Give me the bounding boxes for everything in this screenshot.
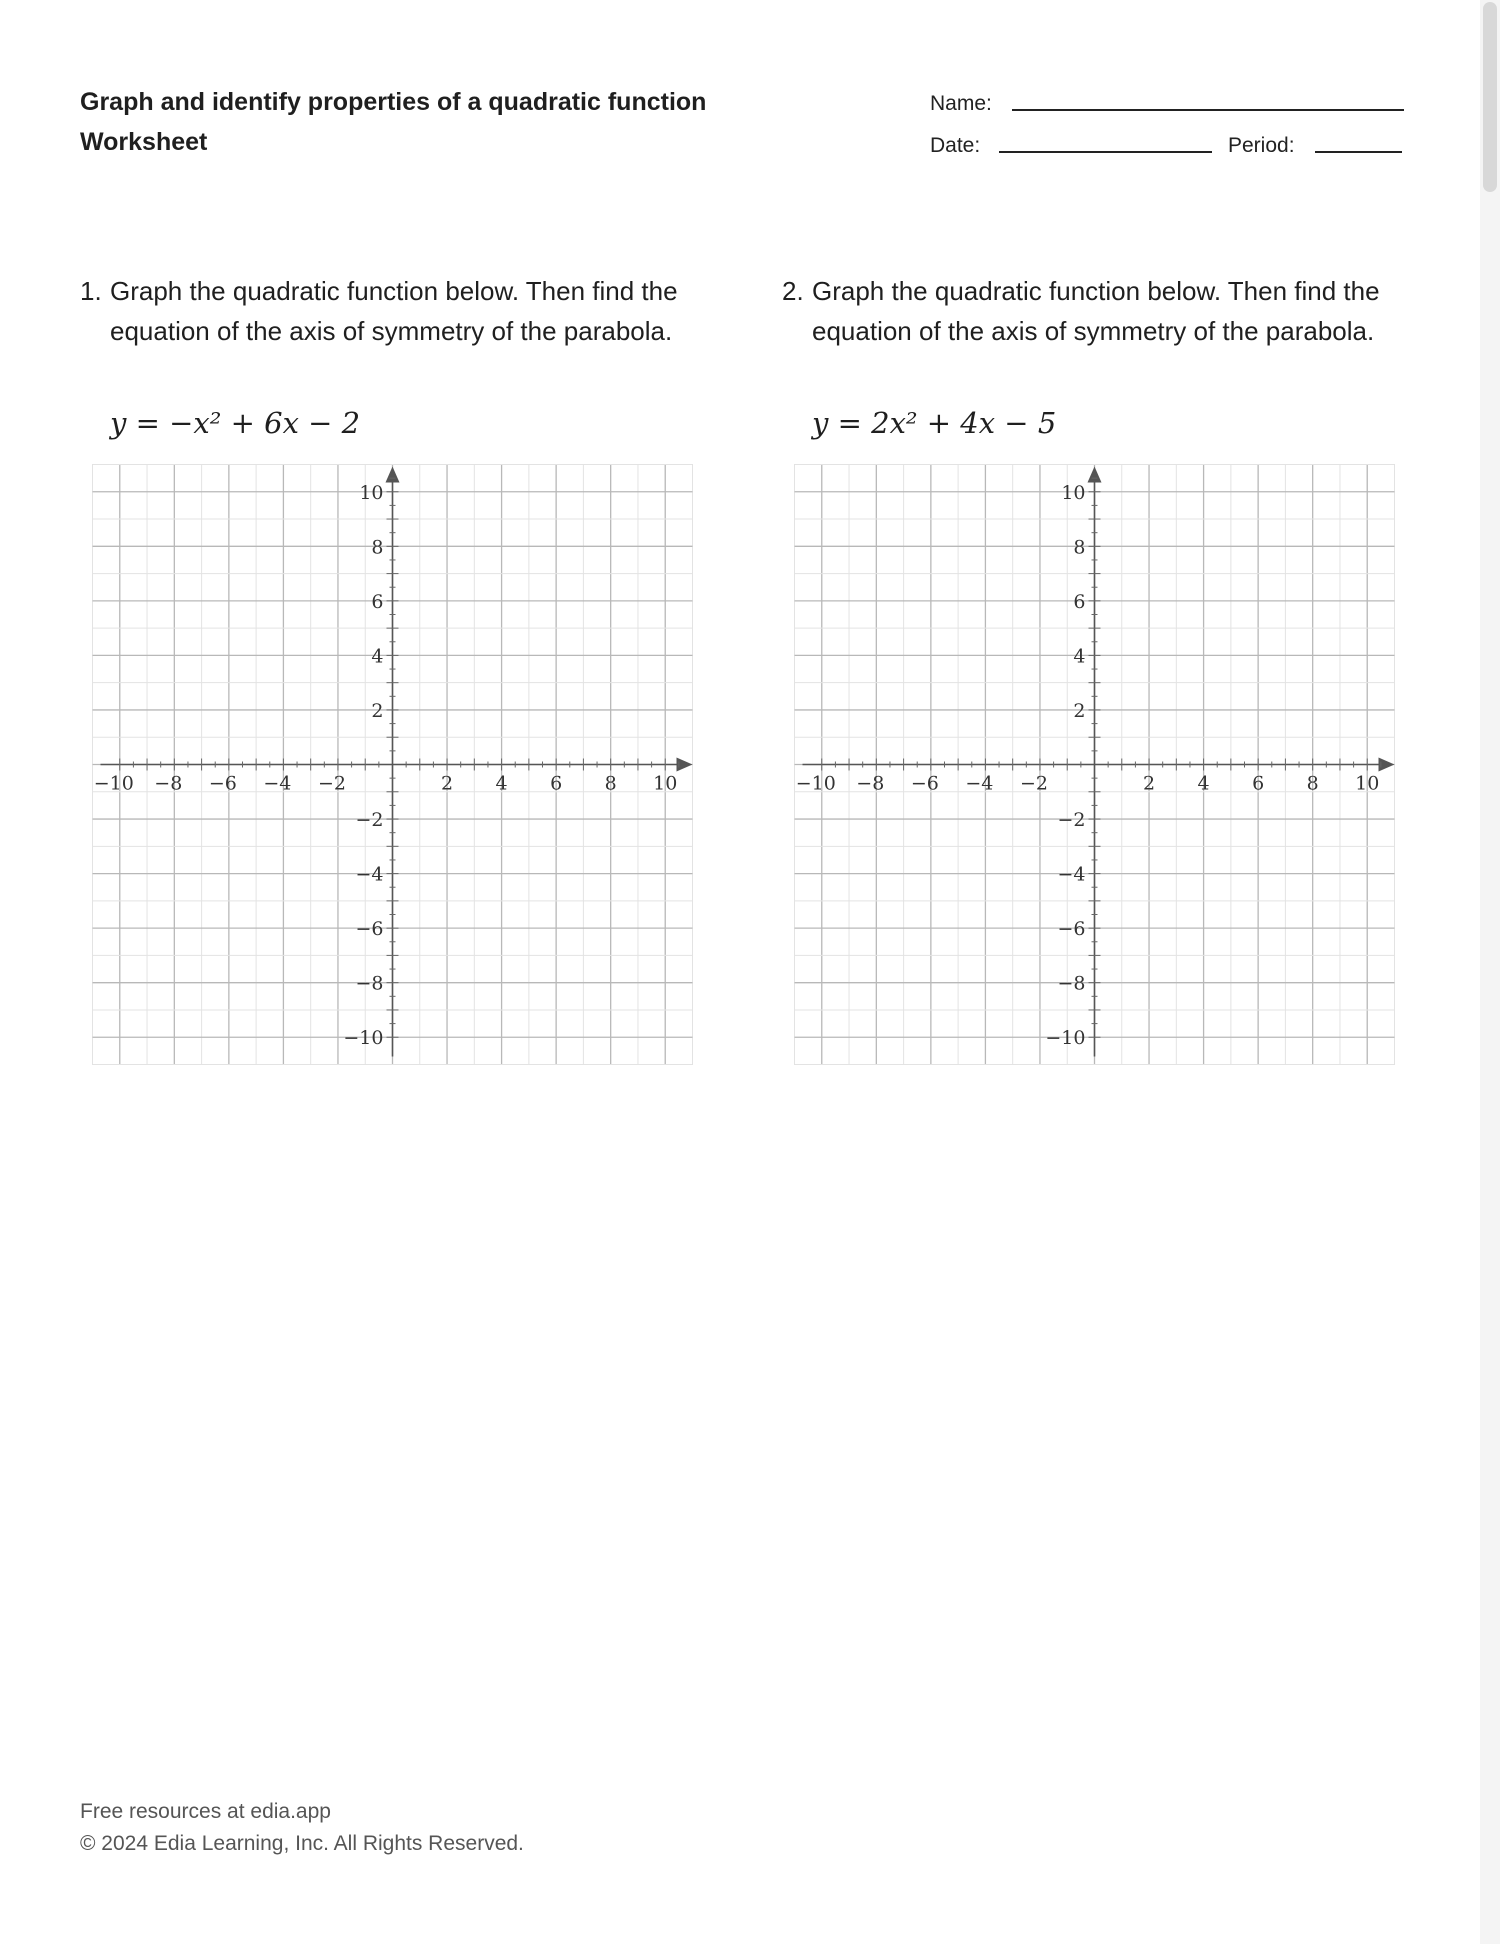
y-tick-label: 10 bbox=[1061, 481, 1086, 504]
x-tick-label: −4 bbox=[965, 772, 994, 795]
x-tick-label: −2 bbox=[317, 772, 346, 795]
x-tick-label: −6 bbox=[208, 772, 237, 795]
y-tick-label: −4 bbox=[1057, 863, 1086, 886]
coordinate-grid-1[interactable] bbox=[92, 464, 693, 1065]
scrollbar-thumb[interactable] bbox=[1483, 2, 1497, 192]
x-tick-label: −10 bbox=[93, 772, 134, 795]
y-tick-label: 6 bbox=[371, 590, 384, 613]
x-tick-label: 8 bbox=[604, 772, 617, 795]
title-line-1: Graph and identify properties of a quadratic function bbox=[80, 88, 707, 116]
x-tick-label: 6 bbox=[550, 772, 563, 795]
y-tick-label: 4 bbox=[1073, 645, 1086, 668]
y-tick-label: 4 bbox=[371, 645, 384, 668]
y-tick-label: −2 bbox=[355, 809, 384, 832]
coordinate-grid-2[interactable] bbox=[794, 464, 1395, 1065]
y-tick-label: −8 bbox=[355, 972, 384, 995]
question-1-text: Graph the quadratic function below. Then find the equation of the axis of symmetry of the parabola. bbox=[110, 276, 678, 346]
x-tick-label: 4 bbox=[495, 772, 508, 795]
x-tick-label: 2 bbox=[440, 772, 454, 795]
question-2-text: Graph the quadratic function below. Then find the equation of the axis of symmetry of the parabola. bbox=[812, 276, 1380, 346]
date-line[interactable] bbox=[999, 151, 1212, 153]
x-tick-label: 6 bbox=[1252, 772, 1265, 795]
footer-resources: Free resources at edia.app bbox=[80, 1800, 331, 1823]
x-tick-label: 8 bbox=[1306, 772, 1319, 795]
x-tick-label: −2 bbox=[1019, 772, 1048, 795]
question-1-equation: y = −x² + 6x − 2 bbox=[110, 406, 361, 440]
question-2-number: 2. bbox=[782, 276, 804, 306]
x-tick-label: −8 bbox=[856, 772, 885, 795]
x-tick-label: −8 bbox=[154, 772, 183, 795]
worksheet-title bbox=[80, 82, 780, 162]
x-tick-label: 10 bbox=[1355, 772, 1380, 795]
y-tick-label: 8 bbox=[371, 536, 384, 559]
vertical-scrollbar[interactable] bbox=[1480, 0, 1500, 1944]
y-tick-label: −10 bbox=[1045, 1027, 1086, 1050]
y-tick-label: −10 bbox=[343, 1027, 384, 1050]
question-2-equation: y = 2x² + 4x − 5 bbox=[812, 406, 1057, 440]
period-label: Period: bbox=[1228, 134, 1295, 157]
y-tick-label: −4 bbox=[355, 863, 384, 886]
y-tick-label: −2 bbox=[1057, 809, 1086, 832]
question-1-number: 1. bbox=[80, 276, 102, 306]
y-tick-label: 6 bbox=[1073, 590, 1086, 613]
title-line-2: Worksheet bbox=[80, 128, 208, 156]
name-line[interactable] bbox=[1012, 109, 1404, 111]
y-tick-label: 2 bbox=[371, 699, 384, 722]
y-tick-label: 2 bbox=[1073, 699, 1086, 722]
footer-copyright: © 2024 Edia Learning, Inc. All Rights Reserved. bbox=[80, 1832, 524, 1855]
y-tick-label: 10 bbox=[359, 481, 384, 504]
y-tick-label: −6 bbox=[355, 918, 384, 941]
date-label: Date: bbox=[930, 134, 981, 157]
x-tick-label: 2 bbox=[1142, 772, 1156, 795]
y-tick-label: 8 bbox=[1073, 536, 1086, 559]
x-tick-label: −10 bbox=[795, 772, 836, 795]
question-2 bbox=[782, 271, 1382, 351]
x-tick-label: 4 bbox=[1197, 772, 1210, 795]
period-line[interactable] bbox=[1315, 151, 1402, 153]
y-tick-label: −6 bbox=[1057, 918, 1086, 941]
question-1 bbox=[80, 271, 680, 351]
x-tick-label: −4 bbox=[263, 772, 292, 795]
x-tick-label: −6 bbox=[910, 772, 939, 795]
y-tick-label: −8 bbox=[1057, 972, 1086, 995]
name-label: Name: bbox=[930, 92, 992, 115]
x-tick-label: 10 bbox=[653, 772, 678, 795]
